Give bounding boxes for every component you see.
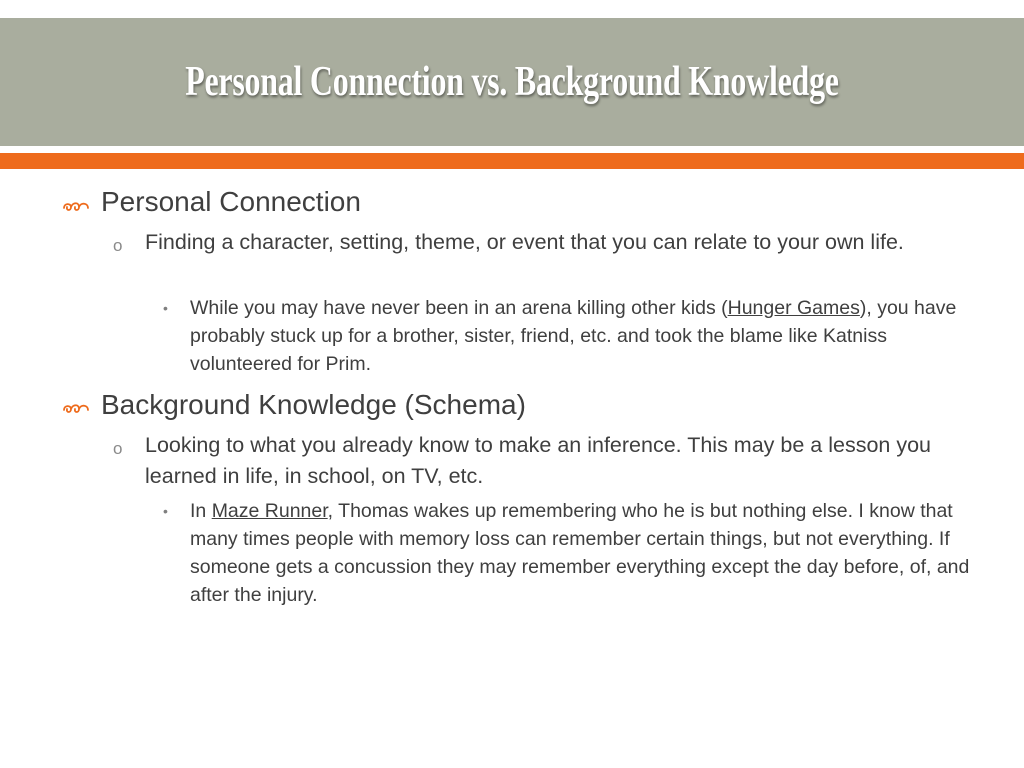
- title-divider: [0, 146, 1024, 153]
- book-title-hunger-games[interactable]: Hunger Games: [727, 297, 860, 319]
- bullet-heading-personal-connection: Personal Connection: [101, 186, 361, 217]
- detail-text-after: , Thomas wakes up remembering who he is but nothing else. I know that many times people with memory loss can remember certain things, but not everything. If someone gets a concussion they may remember everything except the day before, of, and after the injury.: [190, 500, 970, 606]
- swirl-bullet-icon: [62, 199, 90, 215]
- top-strip: [0, 0, 1024, 18]
- slide-title: Personal Connection vs. Background Knowledge: [185, 59, 839, 105]
- accent-bar: [0, 153, 1024, 169]
- detail-bullet-hunger-games: [190, 294, 970, 378]
- detail-bullet-maze-runner: [190, 497, 970, 609]
- book-title-maze-runner[interactable]: Maze Runner: [211, 500, 328, 522]
- bullet-heading-background-knowledge: Background Knowledge (Schema): [101, 389, 526, 420]
- detail-text-after: ), you have probably stuck up for a brother, sister, friend, etc. and took the blame like Katniss volunteered for Prim.: [190, 297, 957, 375]
- sub-bullet-background-knowledge: Looking to what you already know to make an inference. This may be a lesson you learned in life, in school, on TV, etc.: [145, 433, 931, 488]
- circle-bullet-icon: o: [113, 439, 123, 458]
- sub-bullet-personal-connection: Finding a character, setting, theme, or event that you can relate to your own life.: [145, 230, 904, 254]
- dot-bullet-icon: •: [163, 503, 168, 519]
- circle-bullet-icon: o: [113, 236, 123, 255]
- dot-bullet-icon: •: [163, 300, 168, 316]
- title-band: [0, 18, 1024, 146]
- slide-body: [0, 169, 1024, 768]
- detail-text-before: While you may have never been in an arena killing other kids (: [190, 297, 728, 319]
- swirl-bullet-icon: [62, 401, 90, 417]
- detail-text-before: In: [190, 500, 212, 522]
